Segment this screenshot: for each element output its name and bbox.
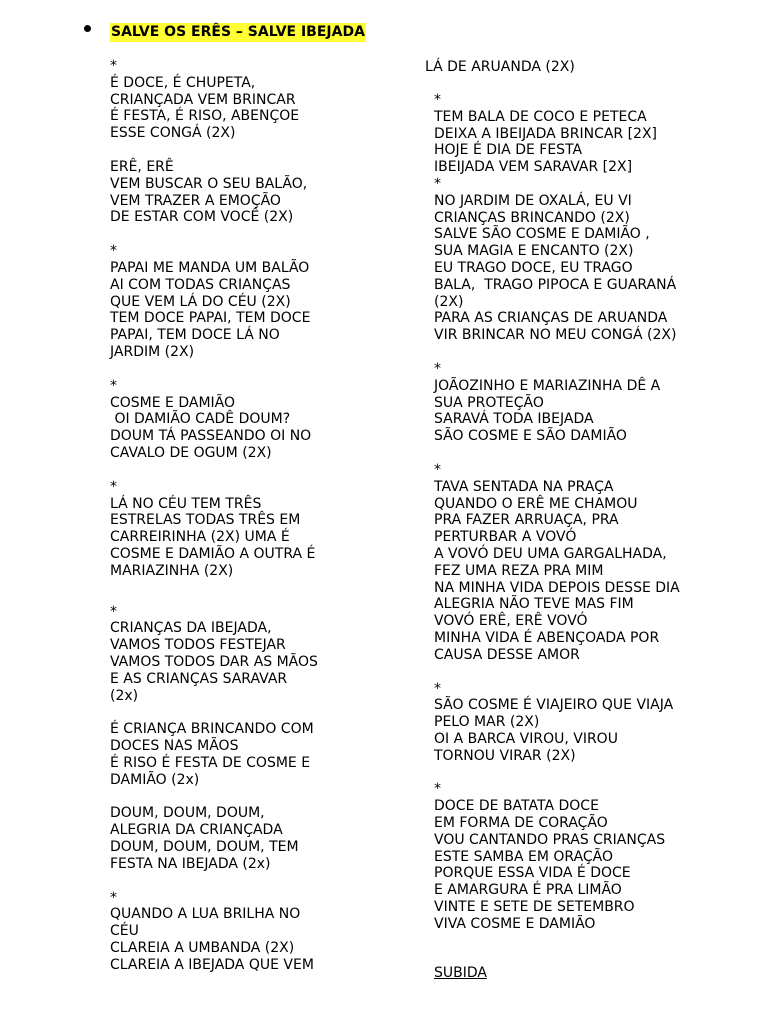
- lyric-line: VAMOS TODOS FESTEJAR: [110, 637, 286, 654]
- lyric-line: CLAREIA A UMBANDA (2X): [110, 940, 295, 957]
- subida-link[interactable]: SUBIDA: [434, 965, 487, 981]
- lyric-line: DEIXA A IBEIJADA BRINCAR [2X]: [434, 125, 658, 142]
- lyric-line: ERÊ, ERÊ: [110, 158, 174, 175]
- lyric-line: CARREIRINHA (2X) UMA É: [110, 529, 290, 546]
- lyric-line: QUANDO O ERÊ ME CHAMOU: [434, 495, 638, 512]
- lyric-line: SÃO COSME E SÃO DAMIÃO: [434, 428, 627, 445]
- lyric-line: E AS CRIANÇAS SARAVAR: [110, 670, 288, 687]
- lyric-line: (2X): [434, 293, 464, 310]
- lyric-line: SUA PROTEÇÃO: [434, 394, 544, 411]
- lyric-line: JOÃOZINHO E MARIAZINHA DÊ A: [434, 377, 661, 394]
- lyric-stanza: [110, 243, 370, 361]
- lyric-line: HOJE É DIA DE FESTA: [434, 142, 583, 159]
- lyric-line: OI DAMIÃO CADÊ DOUM?: [110, 411, 291, 428]
- lyric-line: DOUM, DOUM, DOUM, TEM: [110, 839, 299, 856]
- lyric-line: *: [110, 243, 117, 260]
- lyric-line: *: [110, 58, 117, 74]
- lyric-line: CRIANÇADA VEM BRINCAR: [110, 91, 296, 108]
- lyric-stanza: [434, 681, 734, 765]
- lyric-line: BALA, TRAGO PIPOCA E GUARANÁ: [434, 276, 677, 293]
- lyric-line: ESTRELAS TODAS TRÊS EM: [110, 512, 301, 529]
- lyric-line: VEM TRAZER A EMOÇÃO: [110, 192, 281, 209]
- lyric-line: COSME E DAMIÃO A OUTRA É: [110, 545, 316, 562]
- lyric-line: QUE VEM LÁ DO CÉU (2X): [110, 293, 291, 310]
- lyric-line: ALEGRIA NÃO TEVE MAS FIM: [434, 596, 634, 613]
- lyric-line: VIR BRINCAR NO MEU CONGÁ (2X): [434, 327, 677, 344]
- lyric-line: DOCES NAS MÃOS: [110, 738, 239, 755]
- lyric-line: É DOCE, É CHUPETA,: [110, 74, 256, 91]
- lyric-line: VIVA COSME E DAMIÃO: [434, 915, 596, 932]
- lyric-line: VAMOS TODOS DAR AS MÃOS: [110, 653, 318, 670]
- lyric-line: (2x): [110, 687, 139, 704]
- lyric-line: OI A BARCA VIROU, VIROU: [434, 730, 618, 747]
- lyric-line: TAVA SENTADA NA PRAÇA: [434, 478, 614, 495]
- bullet-icon: [84, 25, 91, 32]
- lyric-line: TORNOU VIRAR (2X): [434, 747, 576, 764]
- lyric-line: CÉU: [110, 923, 139, 940]
- lyric-line: CAUSA DESSE AMOR: [434, 646, 580, 663]
- lyric-line: E AMARGURA É PRA LIMÃO: [434, 882, 622, 899]
- lyric-line: DOUM, DOUM, DOUM,: [110, 805, 265, 822]
- lyric-line: É CRIANÇA BRINCANDO COM: [110, 721, 314, 738]
- lyric-line: PAPAI ME MANDA UM BALÃO: [110, 259, 310, 276]
- lyric-line: PORQUE ESSA VIDA É DOCE: [434, 865, 631, 882]
- lyric-line: EU TRAGO DOCE, EU TRAGO: [434, 259, 633, 276]
- lyric-line: É RISO É FESTA DE COSME E: [110, 754, 311, 771]
- lyric-line: CLAREIA A IBEJADA QUE VEM: [110, 956, 314, 973]
- lyric-line: A VOVÓ DEU UMA GARGALHADA,: [434, 545, 667, 562]
- lyric-line: IBEIJADA VEM SARAVAR [2X]: [434, 159, 633, 176]
- lyric-line: *: [434, 461, 441, 478]
- lyric-line: PELO MAR (2X): [434, 714, 540, 731]
- lyric-line: CAVALO DE OGUM (2X): [110, 444, 272, 461]
- lyric-stanza: [110, 721, 370, 788]
- lyric-line: SÃO COSME É VIAJEIRO QUE VIAJA: [434, 697, 674, 714]
- lyric-line: *: [434, 175, 441, 192]
- lyric-line: TEM BALA DE COCO E PETECA: [434, 108, 647, 125]
- lyric-line: DAMIÃO (2x): [110, 771, 200, 788]
- lyric-line: *: [110, 478, 117, 495]
- lyric-line: DOCE DE BATATA DOCE: [434, 798, 599, 815]
- lyric-stanza: [110, 890, 370, 974]
- left-column: [110, 58, 370, 974]
- lyric-line: ESSE CONGÁ (2X): [110, 125, 236, 142]
- lyric-line: ESTE SAMBA EM ORAÇÃO: [434, 848, 614, 865]
- lyric-line: PERTURBAR A VOVÓ: [434, 529, 577, 546]
- lyric-stanza: [434, 361, 734, 445]
- lyric-stanza: [110, 604, 370, 705]
- lyric-line: *: [110, 377, 117, 394]
- right-column: [434, 92, 734, 933]
- lyric-line: *: [434, 92, 441, 108]
- lyric-stanza: [110, 805, 370, 872]
- lyric-line: SALVE SÃO COSME E DAMIÃO ,: [434, 226, 650, 243]
- lyric-line: NO JARDIM DE OXALÁ, EU VI: [434, 192, 632, 209]
- lyric-line: PAPAI, TEM DOCE LÁ NO: [110, 327, 280, 344]
- lyric-line: VOU CANTANDO PRAS CRIANÇAS: [434, 831, 666, 848]
- lyric-line: FEZ UMA REZA PRA MIM: [434, 562, 604, 579]
- lyric-line: SUA MAGIA E ENCANTO (2X): [434, 243, 634, 260]
- lyric-line: NA MINHA VIDA DEPOIS DESSE DIA: [434, 579, 680, 596]
- lyric-line: FESTA NA IBEJADA (2x): [110, 855, 271, 872]
- lyric-line: PARA AS CRIANÇAS DE ARUANDA: [434, 310, 668, 327]
- lyric-stanza: [110, 159, 370, 226]
- top-right-line: LÁ DE ARUANDA (2X): [425, 59, 575, 75]
- lyric-stanza: [434, 92, 734, 344]
- lyric-line: CRIANÇAS BRINCANDO (2X): [434, 209, 630, 226]
- lyric-line: TEM DOCE PAPAI, TEM DOCE: [110, 310, 311, 327]
- lyric-stanza: [110, 58, 370, 142]
- lyric-line: *: [434, 360, 441, 377]
- lyric-line: JARDIM (2X): [110, 343, 195, 360]
- lyric-stanza: [110, 378, 370, 462]
- song-title: SALVE OS ERÊS – SALVE IBEJADA: [111, 24, 365, 40]
- lyric-line: COSME E DAMIÃO: [110, 394, 236, 411]
- lyric-stanza: [434, 462, 734, 664]
- lyric-line: QUANDO A LUA BRILHA NO: [110, 906, 301, 923]
- lyric-line: MARIAZINHA (2X): [110, 562, 234, 579]
- lyric-line: SARAVÁ TODA IBEJADA: [434, 411, 594, 428]
- lyric-line: VINTE E SETE DE SETEMBRO: [434, 899, 635, 916]
- lyric-stanza: [110, 479, 370, 580]
- lyric-line: *: [434, 680, 441, 697]
- lyric-line: ALEGRIA DA CRIANÇADA: [110, 822, 283, 839]
- lyric-line: DE ESTAR COM VOCÊ (2X): [110, 209, 294, 226]
- lyric-line: PRA FAZER ARRUAÇA, PRA: [434, 512, 619, 529]
- lyric-line: MINHA VIDA É ABENÇOADA POR: [434, 629, 660, 646]
- lyric-line: VEM BUSCAR O SEU BALÃO,: [110, 175, 308, 192]
- lyric-line: *: [434, 781, 441, 798]
- lyric-line: VOVÓ ERÊ, ERÊ VOVÓ: [434, 613, 588, 630]
- lyric-line: *: [110, 889, 117, 906]
- lyric-stanza: [434, 781, 734, 932]
- lyric-line: AI COM TODAS CRIANÇAS: [110, 276, 291, 293]
- lyric-line: DOUM TÁ PASSEANDO OI NO: [110, 428, 312, 445]
- lyric-line: LÁ NO CÉU TEM TRÊS: [110, 495, 262, 512]
- lyric-line: CRIANÇAS DA IBEJADA,: [110, 620, 272, 637]
- lyric-line: *: [110, 603, 117, 620]
- lyric-line: EM FORMA DE CORAÇÃO: [434, 815, 608, 832]
- lyric-line: É FESTA, É RISO, ABENÇOE: [110, 108, 300, 125]
